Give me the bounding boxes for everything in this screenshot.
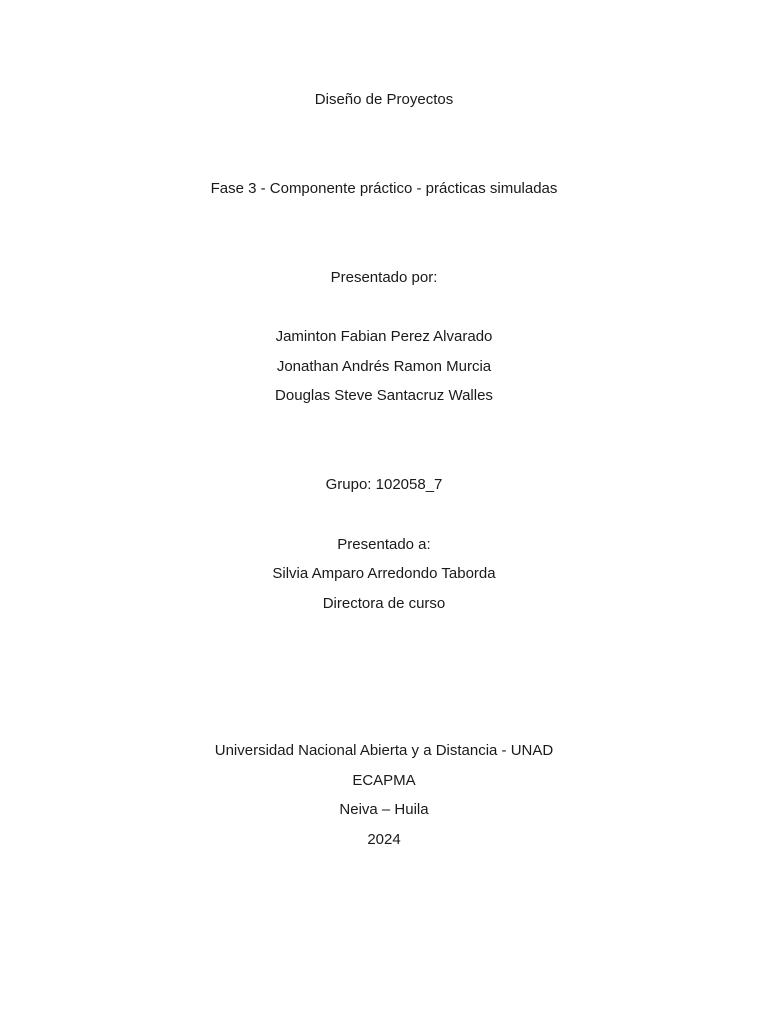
school-name: ECAPMA (352, 772, 416, 789)
author-name: Jonathan Andrés Ramon Murcia (276, 358, 492, 375)
course-title: Diseño de Proyectos (314, 91, 454, 108)
director-name: Silvia Amparo Arredondo Taborda (272, 565, 496, 582)
group-number: Grupo: 102058_7 (325, 476, 443, 493)
city-name: Neiva – Huila (339, 801, 429, 818)
presented-by-label: Presentado por: (330, 269, 438, 286)
university-name: Universidad Nacional Abierta y a Distancia - UNAD (214, 742, 554, 759)
year: 2024 (367, 831, 401, 848)
phase-title: Fase 3 - Componente práctico - prácticas simuladas (210, 180, 558, 197)
author-name: Jaminton Fabian Perez Alvarado (275, 328, 493, 345)
author-name: Douglas Steve Santacruz Walles (275, 387, 493, 404)
presented-to-label: Presentado a: (337, 536, 431, 553)
director-role: Directora de curso (322, 595, 446, 612)
